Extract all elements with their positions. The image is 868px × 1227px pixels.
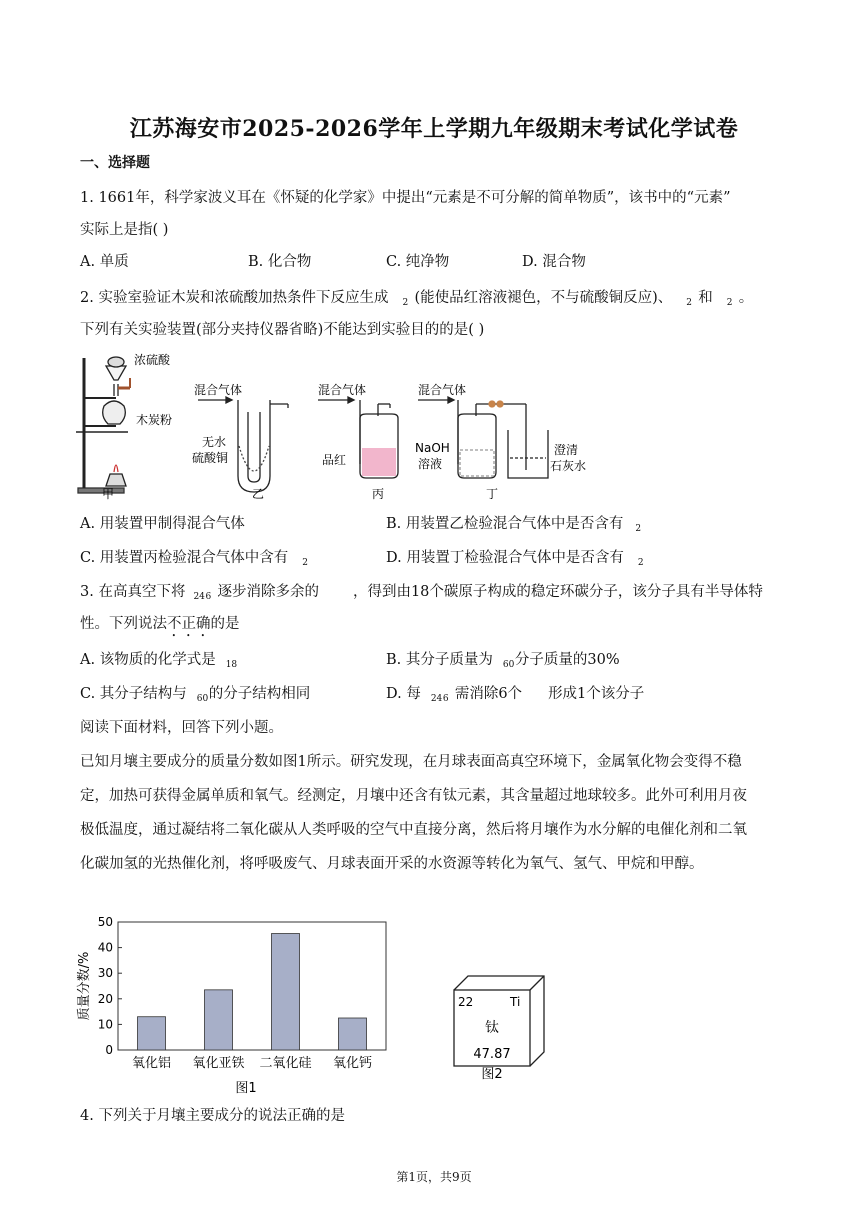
chart-bar bbox=[205, 990, 233, 1050]
q2-option-c bbox=[80, 546, 314, 568]
q2-sub-b: 2 bbox=[686, 298, 692, 308]
q1-stem-line2: 实际上是指( ) bbox=[80, 222, 169, 238]
chart-y-axis-label: 质量分数/% bbox=[77, 951, 92, 1021]
q1-option-d: D. 混合物 bbox=[522, 254, 586, 270]
q2-option-d-sub: 2 bbox=[637, 558, 644, 568]
figure1-bar-chart bbox=[70, 910, 400, 1100]
q3-option-d bbox=[386, 682, 644, 704]
label-yi-gas: 混合气体 bbox=[194, 383, 243, 397]
card-3d-corner bbox=[530, 976, 544, 990]
q2-option-d bbox=[386, 546, 650, 568]
x-category-label: 氧化钙 bbox=[332, 1056, 373, 1071]
reading-paragraph-line3: 极低温度，通过凝结将二氧化碳从人类呼吸的空气中直接分离，然后将月壤作为水分解的电催化剂和二氧 bbox=[80, 822, 747, 838]
q3-option-a-sub: 18 bbox=[225, 660, 238, 670]
q2-text-b: (能使品红溶液褪色，不与硫酸铜反应)、 bbox=[414, 290, 673, 306]
label-naoh: NaOH bbox=[415, 441, 450, 455]
chart-bar bbox=[272, 934, 300, 1050]
page-title: 江苏海安市2025-2026学年上学期九年级期末考试化学试卷 bbox=[129, 116, 739, 142]
q3-option-c-tail: 的分子结构相同 bbox=[208, 686, 311, 702]
x-category-label: 氧化铝 bbox=[131, 1056, 172, 1071]
q3-option-d-sub2: 6 bbox=[442, 694, 449, 704]
q2-text-a: 2. 实验室验证木炭和浓硫酸加热条件下反应生成 bbox=[80, 290, 389, 306]
y-tick-label: 40 bbox=[97, 940, 113, 955]
q3-option-a-text: A. 该物质的化学式是 bbox=[80, 652, 216, 668]
chart-bar bbox=[339, 1018, 367, 1050]
y-tick-label: 30 bbox=[97, 966, 113, 981]
q3-sub-a2: 6 bbox=[205, 592, 212, 602]
q2-option-c-sub: 2 bbox=[302, 558, 309, 568]
q2-option-d-text: D. 用装置丁检验混合气体中是否含有 bbox=[386, 550, 624, 566]
q3-option-b-sub: 60 bbox=[502, 660, 515, 670]
q3-option-b bbox=[386, 648, 620, 670]
q3-option-a bbox=[80, 648, 238, 670]
q3-option-b-text: B. 其分子质量为 bbox=[386, 652, 493, 668]
y-tick-label: 10 bbox=[97, 1017, 113, 1032]
q3-option-d-mid: 需消除6个 bbox=[454, 686, 523, 702]
y-tick-label: 0 bbox=[105, 1043, 113, 1057]
section-heading: 一、选择题 bbox=[80, 155, 150, 171]
q3-option-b-tail: 分子质量的30% bbox=[514, 652, 620, 668]
q2-option-a: A. 用装置甲制得混合气体 bbox=[80, 516, 245, 532]
q2-option-b bbox=[386, 512, 647, 534]
caption-jia: 甲 bbox=[102, 487, 115, 501]
q3-text-b: 逐步消除多余的 bbox=[217, 584, 319, 600]
label-mutanfen: 木炭粉 bbox=[136, 413, 173, 427]
apparatus-figure bbox=[72, 346, 612, 502]
element-atomic-mass: 47.87 bbox=[473, 1047, 511, 1062]
q2-option-b-text: B. 用装置乙检验混合气体中是否含有 bbox=[386, 516, 624, 532]
figure2-element-card bbox=[446, 970, 556, 1080]
label-bing-gas: 混合气体 bbox=[318, 383, 367, 397]
q1-option-c: C. 纯净物 bbox=[386, 254, 450, 270]
label-wushui: 无水 bbox=[202, 435, 227, 449]
page-footer: 第1页，共9页 bbox=[396, 1170, 472, 1184]
reading-paragraph-line2: 定，加热可获得金属单质和氧气。经测定，月壤中还含有钛元素，其含量超过地球较多。此外可利用月夜 bbox=[80, 788, 747, 804]
apparatus-jia bbox=[76, 357, 130, 493]
y-tick-label: 20 bbox=[97, 991, 113, 1006]
label-pinhong: 品红 bbox=[322, 453, 347, 467]
label-ding-gas: 混合气体 bbox=[418, 383, 467, 397]
q2-sub-a: 2 bbox=[402, 298, 409, 308]
q3-text-c: ，得到由18个碳原子构成的稳定环碳分子，该分子具有半导体特 bbox=[352, 584, 763, 600]
q3-option-c-text: C. 其分子结构与 bbox=[80, 686, 187, 702]
label-rongye: 溶液 bbox=[418, 457, 443, 471]
label-liusuantong: 硫酸铜 bbox=[192, 451, 229, 465]
figure2-caption: 图2 bbox=[481, 1067, 503, 1080]
q2-sub-c: 2 bbox=[726, 298, 733, 308]
q2-stem-line1 bbox=[80, 286, 753, 308]
q3-option-c-sub: 60 bbox=[196, 694, 209, 704]
q3-option-d-sub1: 24 bbox=[430, 694, 443, 704]
element-name: 钛 bbox=[485, 1020, 499, 1036]
caption-yi: 乙 bbox=[252, 487, 265, 501]
caption-bing: 丙 bbox=[372, 487, 385, 501]
label-chengqing: 澄清 bbox=[554, 443, 579, 457]
q3-option-d-tail: 形成1个该分子 bbox=[548, 686, 645, 702]
chart-bars bbox=[138, 934, 367, 1050]
q3-text-e: 的是 bbox=[210, 616, 240, 632]
element-symbol: Ti bbox=[510, 995, 521, 1009]
label-shihuishui: 石灰水 bbox=[550, 459, 587, 473]
q1-option-a: A. 单质 bbox=[80, 254, 129, 270]
q3-text-d: 性。下列说法 bbox=[80, 616, 167, 632]
q4-stem: 4. 下列关于月壤主要成分的说法正确的是 bbox=[80, 1108, 345, 1124]
reading-paragraph-line4: 化碳加氢的光热催化剂，将呼吸废气、月球表面开采的水资源等转化为氧气、氢气、甲烷和甲醇。 bbox=[80, 856, 704, 872]
chart-bar bbox=[138, 1017, 166, 1050]
q3-option-d-text: D. 每 bbox=[386, 686, 421, 702]
label-nongliusuan: 浓硫酸 bbox=[134, 353, 171, 367]
chart-x-labels bbox=[132, 1055, 372, 1071]
element-atomic-number: 22 bbox=[458, 995, 474, 1009]
q2-text-c: 和 bbox=[698, 290, 713, 306]
q2-text-d: 。 bbox=[738, 290, 754, 306]
x-category-label: 氧化亚铁 bbox=[192, 1056, 245, 1071]
caption-ding: 丁 bbox=[486, 487, 499, 501]
q1-stem-line1: 1. 1661年，科学家波义耳在《怀疑的化学家》中提出“元素是不可分解的简单物质”，该书中的“元素” bbox=[80, 190, 731, 206]
x-category-label: 二氧化硅 bbox=[259, 1056, 312, 1071]
q3-emphasis-text: 不正确 bbox=[167, 616, 211, 632]
q3-option-c bbox=[80, 682, 310, 704]
reading-paragraph-line1: 已知月壤主要成分的质量分数如图1所示。研究发现，在月球表面高真空环境下，金属氧化物会变得不稳 bbox=[80, 754, 742, 770]
q1-option-b: B. 化合物 bbox=[248, 254, 312, 270]
q2-option-b-sub: 2 bbox=[635, 524, 642, 534]
q3-stem-line1 bbox=[80, 580, 763, 602]
chart-caption: 图1 bbox=[235, 1081, 257, 1096]
q2-stem-line2: 下列有关实验装置(部分夹持仪器省略)不能达到实验目的的是( ) bbox=[80, 322, 485, 338]
q2-option-c-text: C. 用装置丙检验混合气体中含有 bbox=[80, 550, 289, 566]
y-tick-label: 50 bbox=[97, 915, 113, 929]
q3-stem-line2 bbox=[80, 612, 240, 640]
q3-sub-a1: 24 bbox=[193, 592, 205, 602]
q3-text-a: 3. 在高真空下将 bbox=[80, 584, 186, 600]
reading-intro: 阅读下面材料，回答下列小题。 bbox=[80, 720, 283, 736]
